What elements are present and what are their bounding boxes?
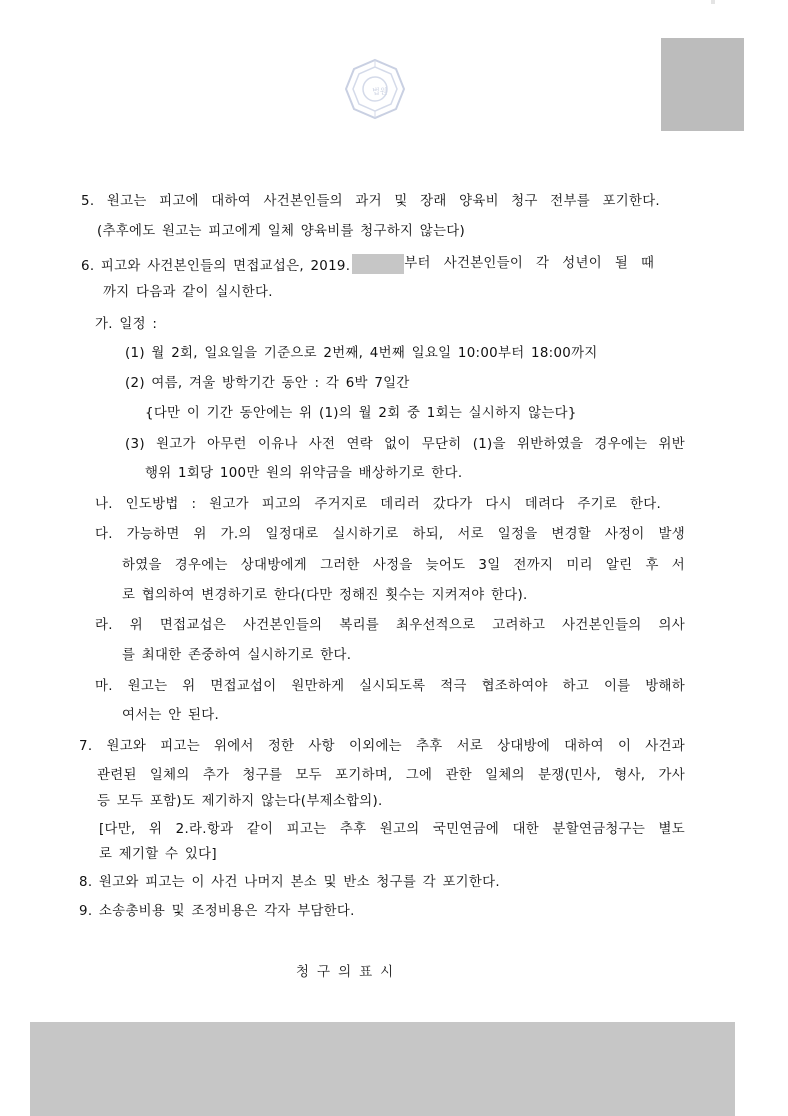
item-ga-3-line-1: (3) 원고가 아무런 이유나 사전 연락 없이 무단히 (1)을 위반하였을 경우에는 위반 bbox=[125, 437, 685, 452]
item-ra-line-1: 라. 위 면접교섭은 사건본인들의 복리를 최우선적으로 고려하고 사건본인들의 의사 bbox=[95, 618, 685, 633]
clause-5-line-1: 5. 원고는 피고에 대하여 사건본인들의 과거 및 장래 양육비 청구 전부를 포기한다. bbox=[81, 194, 660, 209]
redaction-block-bottom bbox=[30, 1022, 735, 1116]
item-ra-line-2: 를 최대한 존중하여 실시하기로 한다. bbox=[122, 648, 352, 663]
item-ga-2-note: {다만 이 기간 동안에는 위 (1)의 월 2회 중 1회는 실시하지 않는다} bbox=[145, 406, 577, 421]
item-ga-title: 가. 일정 : bbox=[95, 317, 158, 332]
clause-5-line-2: (추후에도 원고는 피고에게 일체 양육비를 청구하지 않는다) bbox=[97, 224, 466, 239]
clause-7-line-4: [다만, 위 2.라.항과 같이 피고는 추후 원고의 국민연금에 대한 분할연금청구는 별도 bbox=[99, 822, 685, 837]
item-ma-line-1: 마. 원고는 위 면접교섭이 원만하게 실시되도록 적극 협조하여야 하고 이를 방해하 bbox=[95, 679, 685, 694]
clause-6-line-1-end: 부터 사건본인들이 각 성년이 될 때 bbox=[404, 256, 655, 271]
item-da-line-3: 로 협의하여 변경하기로 한다(다만 정해진 횟수는 지켜져야 한다). bbox=[122, 588, 528, 603]
claim-indication-heading: 청구의표시 bbox=[296, 964, 402, 980]
item-na: 나. 인도방법 : 원고가 피고의 주거지로 데리러 갔다가 다시 데려다 주기로 한다. bbox=[95, 497, 661, 512]
clause-7-line-1: 7. 원고와 피고는 위에서 정한 사항 이외에는 추후 서로 상대방에 대하여 이 사건과 bbox=[79, 739, 685, 754]
clause-6-line-1 bbox=[81, 254, 654, 277]
clause-8: 8. 원고와 피고는 이 사건 나머지 본소 및 반소 청구를 각 포기한다. bbox=[79, 875, 500, 890]
item-ga-1: (1) 월 2회, 일요일을 기준으로 2번째, 4번째 일요일 10:00부터 18:00까지 bbox=[125, 346, 598, 361]
clause-7-line-2: 관련된 일체의 추가 청구를 모두 포기하며, 그에 관한 일체의 분쟁(민사, 형사, 가사 bbox=[97, 768, 685, 783]
clause-7-line-5: 로 제기할 수 있다] bbox=[99, 847, 217, 862]
item-ga-2: (2) 여름, 겨울 방학기간 동안 : 각 6박 7일간 bbox=[125, 376, 410, 391]
redaction-block bbox=[661, 38, 744, 131]
item-ga-3-line-2: 행위 1회당 100만 원의 위약금을 배상하기로 한다. bbox=[145, 466, 463, 481]
clause-6-line-2: 까지 다음과 같이 실시한다. bbox=[103, 285, 273, 300]
clause-6-line-1-start: 6. 피고와 사건본인들의 면접교섭은, 2019. bbox=[81, 259, 351, 274]
item-da-line-2: 하였을 경우에는 상대방에게 그러한 사정을 늦어도 3일 전까지 미리 알린 후 서 bbox=[122, 558, 685, 573]
item-da-line-1: 다. 가능하면 위 가.의 일정대로 실시하기로 하되, 서로 일정을 변경할 사정이 발생 bbox=[95, 527, 685, 542]
item-ma-line-2: 여서는 안 된다. bbox=[122, 708, 220, 723]
scan-artifact bbox=[711, 0, 715, 4]
clause-7-line-3: 등 모두 포함)도 제기하지 않는다(부제소합의). bbox=[97, 794, 383, 809]
redacted-date bbox=[352, 254, 404, 274]
court-seal-text: 법원 bbox=[372, 87, 388, 96]
clause-9: 9. 소송총비용 및 조정비용은 각자 부담한다. bbox=[79, 904, 355, 919]
